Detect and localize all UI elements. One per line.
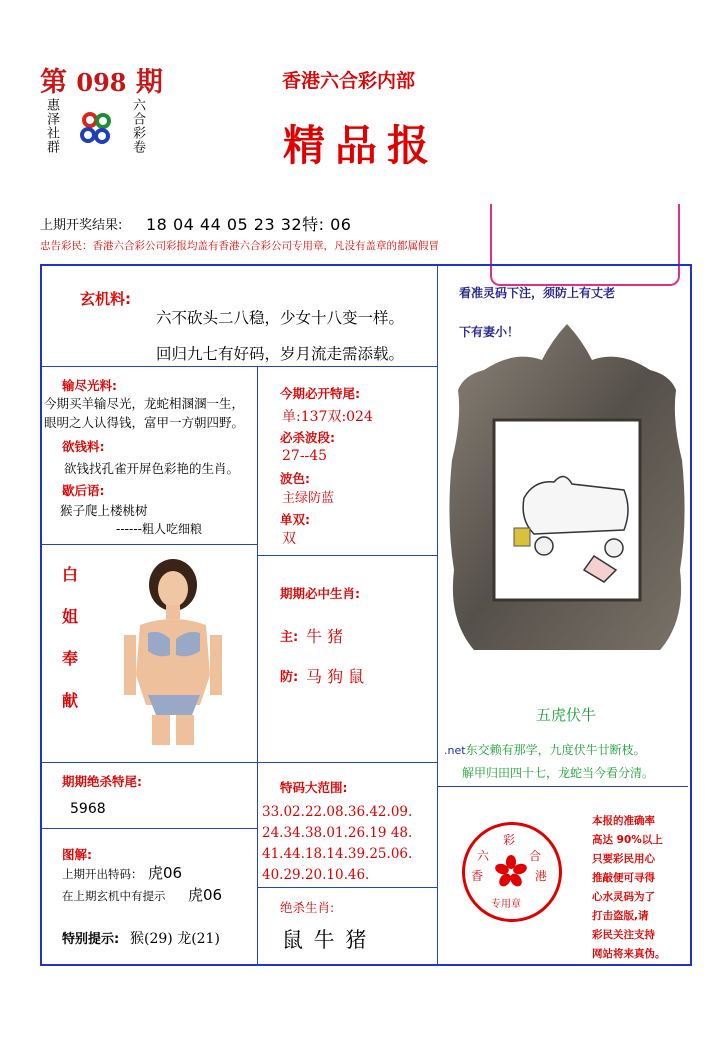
bizhong-label: 期期必中生肖: bbox=[280, 586, 360, 601]
yuqian-label: 欲钱料: bbox=[62, 439, 105, 454]
xuanji-label: 玄机料: bbox=[80, 290, 131, 308]
hint-line-1: 看准灵码下注，须防上有丈老 bbox=[459, 286, 616, 300]
stamp-char-mid-right: 港 bbox=[535, 869, 548, 883]
accuracy-line: 只要彩民用心 bbox=[592, 853, 655, 865]
shuchen-line-1: 今期买羊输尽光，龙蛇相溷溷一生， bbox=[44, 396, 245, 411]
divider bbox=[257, 555, 437, 556]
issue-number: 098 bbox=[76, 68, 127, 97]
jueshashengxiao-value: 鼠 牛 猪 bbox=[282, 928, 369, 952]
bose-value: 主绿防蓝 bbox=[282, 491, 335, 506]
xiehouyu-label: 歇后语: bbox=[62, 483, 105, 498]
bosha-value: 27--45 bbox=[282, 448, 328, 464]
tewei-label: 今期必开特尾: bbox=[280, 386, 360, 401]
issue-prefix: 第 bbox=[40, 67, 67, 98]
xuanji-line-2: 回归九七有好码，岁月流走需添载。 bbox=[156, 345, 405, 363]
jueshatewei-value: 5968 bbox=[70, 801, 106, 817]
tujie-line1-label: 上期开出特码： bbox=[62, 867, 143, 881]
baijie-char-1: 白 bbox=[62, 565, 79, 584]
divider bbox=[42, 828, 257, 829]
woman-photo bbox=[118, 555, 228, 745]
lottery-logo-icon bbox=[78, 108, 114, 148]
bizhong-fang: 马 狗 鼠 bbox=[306, 667, 365, 686]
issue-suffix: 期 bbox=[135, 67, 163, 98]
issue-title bbox=[40, 60, 163, 99]
xiehouyu-line-2: ------粗人吃细粮 bbox=[116, 522, 202, 536]
tebie-value: 猴(29) 龙(21) bbox=[130, 931, 220, 947]
tema-row: 40.29.20.10.46. bbox=[262, 867, 370, 883]
accuracy-line: 彩民关注支持 bbox=[592, 929, 655, 941]
stamp-char-mid-left: 香 bbox=[471, 869, 484, 883]
baijie-char-2: 姐 bbox=[62, 607, 79, 626]
accuracy-line: 网站将来真伪。 bbox=[592, 948, 666, 960]
poem-line-a-text: 东交赖有那学，九度伏牛廿断枝。 bbox=[465, 743, 646, 757]
jueshashengxiao-label: 绝杀生肖: bbox=[280, 900, 335, 915]
tujie-line1-value: 虎06 bbox=[148, 864, 183, 882]
xuanji-line-1: 六不砍头二八稳，少女十八变一样。 bbox=[156, 309, 405, 327]
tujie-label: 图解: bbox=[62, 847, 92, 862]
stamp-char-right: 合 bbox=[529, 849, 542, 863]
divider bbox=[42, 366, 437, 367]
last-result-numbers: 18 04 44 05 23 32特: 06 bbox=[146, 215, 352, 234]
accuracy-line: 高达 90%以上 bbox=[592, 834, 663, 846]
bosha-label: 必杀波段: bbox=[280, 430, 335, 445]
logo-text-left-2: 社群 bbox=[44, 126, 59, 154]
hint-line-2: 下有妻小！ bbox=[459, 325, 520, 339]
poem-line-b: 解甲归田四十七，龙蛇当今看分清。 bbox=[462, 766, 655, 780]
ornate-frame-picture bbox=[444, 320, 690, 660]
bauhinia-icon bbox=[495, 855, 527, 887]
danshuang-label: 单双: bbox=[280, 512, 310, 527]
tema-list bbox=[262, 802, 412, 886]
notice-text: 忠告彩民：香港六合彩公司彩报均盖有香港六合彩公司专用章，凡没有盖章的都属假冒 bbox=[40, 240, 439, 252]
frame-caption: 五虎伏牛 bbox=[536, 706, 597, 724]
accuracy-line: 心水灵码为了 bbox=[592, 891, 655, 903]
bose-label: 波色: bbox=[280, 471, 310, 486]
tebie-label: 特别提示: bbox=[62, 932, 120, 947]
accuracy-note bbox=[592, 812, 666, 964]
divider bbox=[42, 544, 257, 545]
accuracy-line: 打击盗版,请 bbox=[592, 910, 649, 922]
tema-label: 特码大范围: bbox=[280, 780, 348, 795]
poem-line-a-prefix: .net bbox=[444, 744, 466, 757]
page-title: 精品报 bbox=[283, 121, 440, 170]
stamp-char-top: 彩 bbox=[503, 833, 516, 847]
tewei-danshuang: 单:137双:024 bbox=[282, 409, 373, 425]
poem-line-a bbox=[444, 741, 646, 758]
shuchen-label: 输尽光料: bbox=[62, 378, 117, 393]
logo-text-right: 六合彩卷 bbox=[130, 98, 145, 154]
yuqian-text: 欲钱找孔雀开屏色彩艳的生肖。 bbox=[64, 461, 240, 476]
bizhong-main: 牛 猪 bbox=[306, 627, 344, 646]
tujie-line2-value: 虎06 bbox=[188, 886, 223, 904]
bizhong-fang-label: 防: bbox=[280, 670, 299, 685]
divider bbox=[257, 366, 258, 966]
stamp-char-left: 六 bbox=[477, 849, 490, 863]
xiehouyu-line-1: 猴子爬上楼桃树 bbox=[60, 503, 148, 518]
tema-row: 24.34.38.01.26.19 48. bbox=[262, 825, 413, 841]
divider bbox=[42, 762, 437, 763]
tema-row: 33.02.22.08.36.42.09. bbox=[262, 804, 413, 820]
official-stamp bbox=[462, 822, 562, 922]
baijie-char-4: 献 bbox=[62, 691, 79, 710]
danshuang-value: 双 bbox=[282, 531, 296, 547]
last-result-label: 上期开奖结果: bbox=[40, 218, 123, 233]
logo-text-left-1: 惠泽 bbox=[44, 98, 59, 126]
tema-row: 41.44.18.14.39.25.06. bbox=[262, 846, 413, 862]
accuracy-line: 推敲便可寻得 bbox=[592, 872, 655, 884]
divider bbox=[437, 786, 688, 787]
logo-text-left bbox=[44, 98, 58, 164]
divider bbox=[257, 887, 437, 888]
stamp-bottom-text: 专用章 bbox=[491, 899, 521, 910]
shuchen-line-2: 眼明之人认得钱，富甲一方朝四野。 bbox=[44, 415, 245, 430]
jueshatewei-label: 期期绝杀特尾: bbox=[62, 774, 142, 789]
accuracy-line: 本报的准确率 bbox=[592, 815, 655, 827]
divider bbox=[437, 266, 438, 966]
bizhong-main-label: 主: bbox=[280, 630, 299, 645]
tujie-line2-label: 在上期玄机中有提示 bbox=[62, 889, 166, 903]
page-subtitle: 香港六合彩内部 bbox=[282, 70, 416, 92]
baijie-char-3: 奉 bbox=[62, 649, 79, 668]
